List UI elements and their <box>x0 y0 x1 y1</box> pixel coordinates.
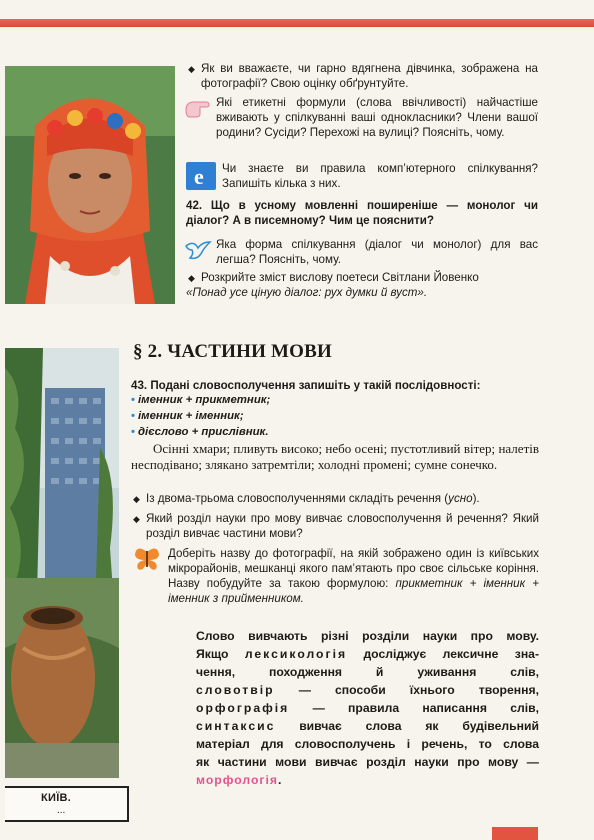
rule-line-7: матеріал для словосполучень і речень, то слова <box>196 737 539 751</box>
bullet-diamond: ◆ <box>188 64 195 74</box>
question-dialog-monolog: Яка форма спілкування (діалог чи монолог) для вас легша? Поясніть, чому. <box>216 238 538 266</box>
photo-caption-box <box>5 786 129 822</box>
rule-line-9: морфологія. <box>196 773 282 787</box>
question-sentences: Із двома-трьома словосполученнями складіть речення (усно). <box>146 492 480 505</box>
photo-caption-dots: ... <box>57 805 66 816</box>
rule-line-5: орфографія — правила написання слів, <box>196 701 539 715</box>
photo-girl-folk-costume <box>5 66 175 304</box>
question-computer-rules: Чи знаєте ви правила комп’ютерного спілкування? Запишіть кілька з них. <box>222 162 538 190</box>
hand-pointing-icon <box>184 96 210 122</box>
rule-line-8: як частини мови вивчає розділ науки про мову — <box>196 755 539 769</box>
rule-line-4: словотвір — способи їхнього творення, <box>196 683 539 697</box>
question-photo-title: Доберіть назву до фотографії, на якій зображено один із київських мікрорайонів, мешканці якого пам’ятають про своє сільське коріння. Назву побудуйте за такою формулою: прикметник + іменник + іменник з прийменником. <box>168 547 539 605</box>
order-item-3: • дієслово + прислівник. <box>131 426 269 438</box>
rule-line-3: чення, походження й уживання слів, <box>196 665 539 679</box>
bullet-diamond: ◆ <box>133 494 140 504</box>
question-etiquette: Які етикетні формули (слова ввічливості) найчастіше вживають у спілкуванні ваші однокласники? Члени вашої родини? Сусіди? Перехожі на вулиці? Поясніть, чому. <box>216 96 538 139</box>
order-item-1: • іменник + прикметник; <box>131 394 271 406</box>
question-quote: Розкрийте зміст вислову поетеси Світлани Йовенко <box>201 271 479 284</box>
task-42: 42. Що в усному мовленні поширеніше — монолог чи діалог? А в писемному? Чим це пояснити? <box>186 199 538 227</box>
exercise-text: Осінні хмари; пливуть високо; небо осені; пустотливий вітер; налетів несподівано; злякано затремтіли; холодні промені; сумне сонечко. <box>131 441 539 472</box>
butterfly-icon <box>133 546 161 576</box>
dove-icon <box>184 238 212 266</box>
photo-caption-title: КИЇВ. <box>41 792 72 804</box>
question-dress: Як ви вважаєте, чи гарно вдягнена дівчинка, зображена на фотографії? Свою оцінку обґрунтуйте. <box>201 62 538 90</box>
rule-line-2: Якщо лексикологія досліджує лексичне зна- <box>196 647 540 661</box>
section-heading: § 2. ЧАСТИНИ МОВИ <box>133 341 333 362</box>
bullet-diamond: ◆ <box>133 514 140 524</box>
page-number-tab <box>492 827 538 840</box>
svg-text:e: e <box>194 164 204 189</box>
question-linguistics: Який розділ науки про мову вивчає словосполучення й речення? Який розділ вивчає частини мови? <box>146 512 539 540</box>
quote-yovenko: «Понад усе ціную діалог: рух думки й вуст». <box>186 286 428 299</box>
term-morphology: морфологія <box>196 773 278 787</box>
internet-explorer-icon <box>186 162 216 194</box>
task-43: 43. Подані словосполучення запишіть у такій послідовності: <box>131 379 481 392</box>
top-color-bar <box>0 19 594 27</box>
rule-line-6: синтаксис вивчає слова як будівельний <box>196 719 539 733</box>
rule-line-1: Слово вивчають різні розділи науки про мову. <box>196 629 539 643</box>
bullet-diamond: ◆ <box>188 273 195 283</box>
order-item-2: • іменник + іменник; <box>131 410 244 422</box>
photo-kyiv-microdistrict <box>5 348 119 778</box>
